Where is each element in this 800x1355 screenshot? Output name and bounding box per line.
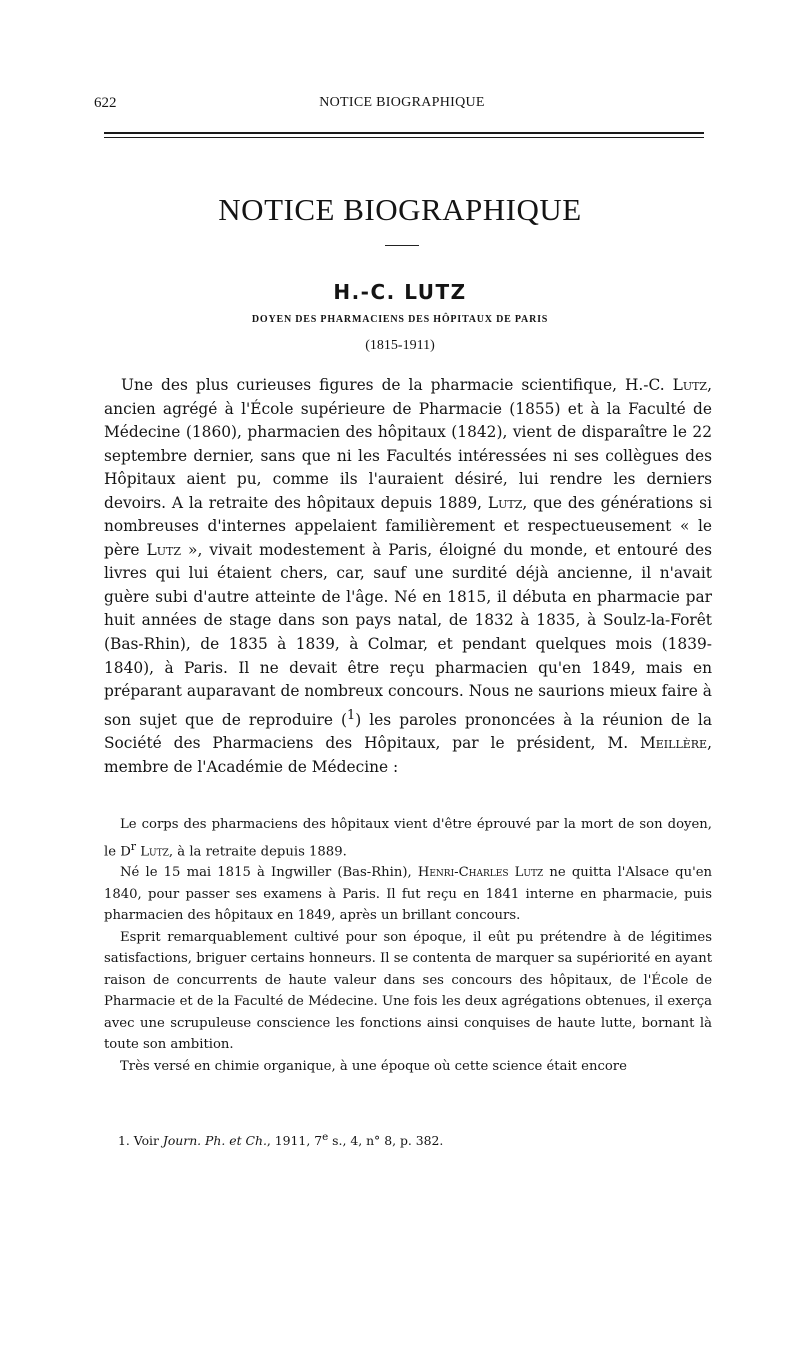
- text-run: Une des plus curieuses figures de la pharmacie scientifique, H.-C.: [121, 376, 673, 394]
- article-title: NOTICE BIOGRAPHIQUE: [218, 192, 582, 227]
- page-number: 622: [94, 95, 117, 111]
- running-title: NOTICE BIOGRAPHIQUE: [319, 95, 485, 110]
- text-run: Né le 15 mai 1815 à Ingwiller (Bas-Rhin),: [120, 865, 418, 881]
- quoted-speech: [104, 814, 712, 1077]
- surname-smallcaps: Lutz: [146, 540, 181, 559]
- quote-paragraph: [104, 862, 712, 927]
- text-run: , à la retraite depuis 1889.: [168, 843, 347, 859]
- text-run: , ancien agrégé à l'École supérieure de Pharmacie (1855) et à la Faculté de Médecine (1860), pharmacien des hôpitaux (1842), vient de disparaître le 22 septembre dernier, sans que ni les Facultés intéressées ni ses collègues des Hôpitaux aient pu, comme ils l'auraient désiré, lui rendre les derniers devoirs. A la retraite des hôpitaux depuis 1889,: [104, 376, 712, 512]
- quote-paragraph: [104, 814, 712, 862]
- text-run: s., 4, n° 8, p. 382.: [328, 1133, 444, 1149]
- text-run: ne quitta l'Alsace qu'en 1840, pour passer ses examens à Paris. Il fut reçu en 1841 interne en pharmacie, puis pharmacien des hôpitaux en 1849, après un brillant concours.: [104, 865, 712, 924]
- text-run: ) les paroles prononcées à la réunion de la Société des Pharmaciens des Hôpitaux, par le président, M.: [104, 710, 712, 753]
- footnote-ref: 1: [347, 707, 356, 723]
- journal-title: Journ. Ph. et Ch.: [162, 1133, 267, 1149]
- superscript: r: [130, 839, 137, 853]
- surname-smallcaps: Lutz: [487, 493, 523, 512]
- header-rule-thick: [104, 132, 704, 134]
- person-dates: (1815-1911): [365, 338, 435, 353]
- running-head: [94, 95, 710, 117]
- quote-paragraph: Très versé en chimie organique, à une époque où cette science était encore: [120, 1058, 627, 1074]
- name-smallcaps: Henri-Charles Lutz: [417, 865, 544, 881]
- text-run: 1. Voir: [118, 1133, 163, 1149]
- text-run: , que des générations si nombreuses d'internes appelaient familièrement et respectueusement « le père: [104, 493, 712, 559]
- body-text: [104, 374, 712, 779]
- surname-smallcaps: Meillère: [640, 734, 708, 753]
- text-run: », vivait modestement à Paris, éloigné du monde, et entouré des livres qui lui étaient chers, car, sauf une surdité déjà ancienne, il n'avait guère subi d'autre atteinte de l'âge. Né en 1815, il débuta en pharmacie par huit années de stage dans son pays natal, de 1832 à 1835, à Soulz-la-Forêt (Bas-Rhin), de 1835 à 1839, à Colmar, et pendant quelques mois (1839-1840), à Paris. Il ne devait être reçu pharmacien qu'en 1849, mais en préparant auparavant de nombreux concours. Nous ne saurions mieux faire à son sujet que de reproduire (: [104, 540, 712, 729]
- surname-smallcaps: Lutz: [672, 376, 708, 394]
- body-paragraph: [104, 374, 712, 779]
- superscript: e: [322, 1131, 329, 1143]
- footnote: [118, 1131, 708, 1148]
- header-rule-thin: [104, 137, 704, 138]
- text-run: , 1911, 7: [266, 1133, 323, 1149]
- surname-smallcaps: Lutz: [140, 843, 169, 859]
- person-role: DOYEN DES PHARMACIENS DES HÔPITAUX DE PARIS: [251, 314, 549, 325]
- quote-paragraph: Esprit remarquablement cultivé pour son époque, il eût pu prétendre à de légitimes satisfactions, briguer certains honneurs. Il se contenta de marquer sa supériorité en ayant raison de concurrents de haute valeur dans ses concours des hôpitaux, de l'École de Pharmacie et de la Faculté de Médecine. Une fois les deux agrégations obtenues, il exerça avec une scrupuleuse conscience les fonctions ainsi conquises de haute lutte, bornant là toute son ambition.: [104, 929, 712, 1053]
- person-name: H.-C. LUTZ: [333, 280, 467, 304]
- text-run: , membre de l'Académie de Médecine :: [104, 734, 712, 776]
- text-run: Le corps des pharmaciens des hôpitaux vient d'être éprouvé par la mort de son doyen, le D: [104, 817, 712, 859]
- title-divider: [385, 245, 419, 246]
